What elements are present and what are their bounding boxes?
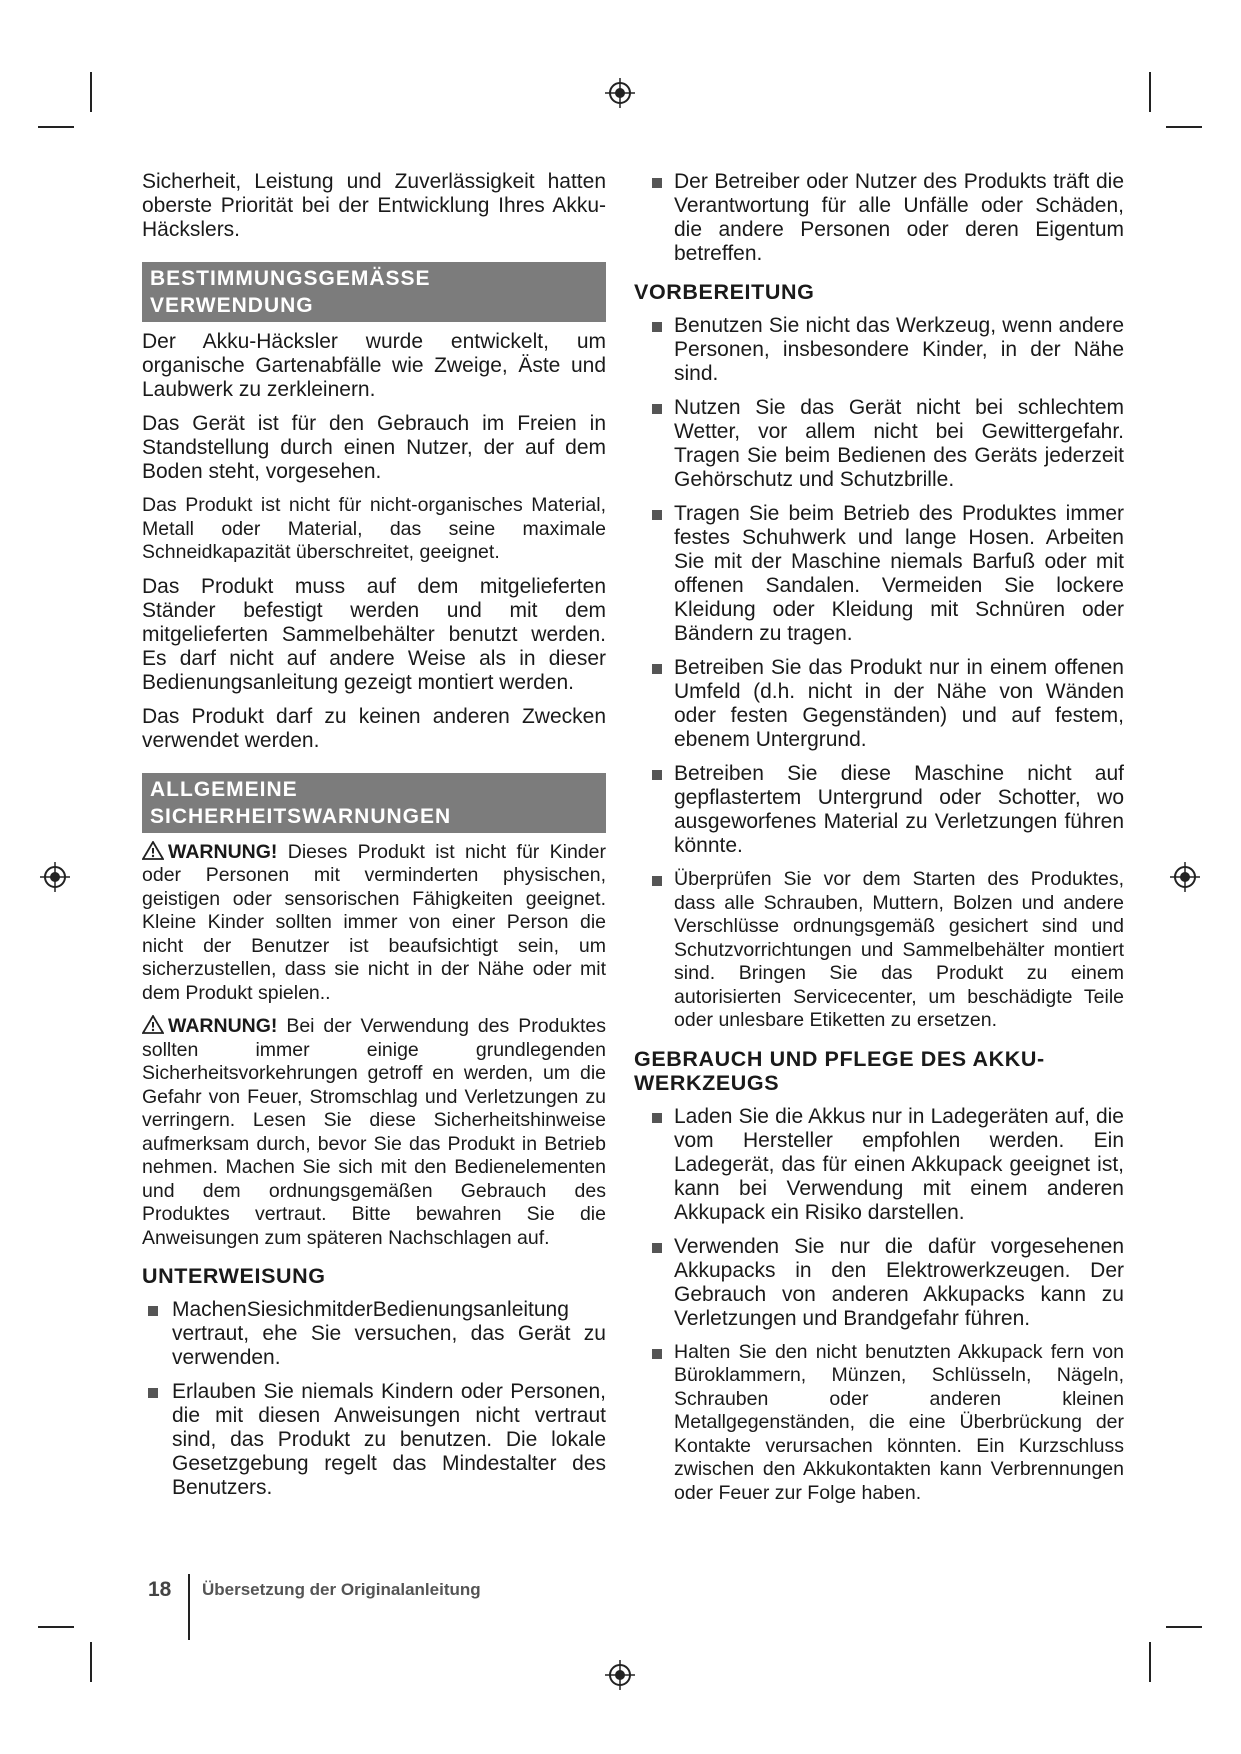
bullet-square-icon [148, 1306, 158, 1316]
crop-mark [1166, 126, 1202, 128]
footer-title: Übersetzung der Originalanleitung [202, 1580, 481, 1599]
bullet-square-icon [652, 1113, 662, 1123]
list-item: Halten Sie den nicht benutzten Akkupack fern von Büroklammern, Münzen, Schlüsseln, Nägeln, Schrauben oder anderen kleinen Metallgegenständen, die eine Überbrückung der Kontakte verursachen könnten. Ein Kurzschluss zwischen den Akkukontakten kann Verbrennungen oder Feuer zur Folge haben. [646, 1341, 1124, 1506]
warning-text: Dieses Produkt ist nicht für Kinder oder Personen mit verminderten physischen, geistigen oder sensorischen Fähigkeiten geeignet. Kleine Kinder sollten immer von einer Person die nicht der Benutzer ist beaufsichtigt sein, um sicherzustellen, dass sie nicht in der Nähe oder mit dem Produkt spielen.. [142, 840, 606, 1004]
crop-mark [1166, 1626, 1202, 1628]
warning-text: Bei der Verwendung des Produktes sollten immer einige grundlegenden Sicherheitsvorkehrungen getroff en werden, um die Gefahr von Feuer, Stromschlag und Verletzungen zu verringern. Lesen Sie diese Sicherheitshinweise aufmerksam durch, bevor Sie das Produkt in Betrieb nehmen. Machen Sie sich mit den Bedienelementen und dem ordnungsgemäßen Gebrauch des Produktes vertraut. Bitte bewahren Sie die Anweisungen zum späteren Nachschlagen auf. [142, 1015, 606, 1249]
list-item: Tragen Sie beim Betrieb des Produktes immer festes Schuhwerk und lange Hosen. Arbeiten Sie mit der Maschine niemals Barfuß oder mit offenen Sandalen. Vermeiden Sie lockere Kleidung oder Kleidung mit Schnüren oder Bändern zu tragen. [646, 502, 1124, 646]
bullet-square-icon [652, 404, 662, 414]
list-item: Betreiben Sie das Produkt nur in einem offenen Umfeld (d.h. nicht in der Nähe von Wänden oder festen Gegenständen) und auf festem, ebenem Untergrund. [646, 656, 1124, 752]
crop-mark [90, 72, 92, 112]
bullet-square-icon [652, 1349, 662, 1359]
crop-mark [38, 126, 74, 128]
list-item: Nutzen Sie das Gerät nicht bei schlechtem Wetter, vor allem nicht bei Gewittergefahr. Tragen Sie beim Bedienen des Geräts jederzeit Gehörschutz und Schutzbrille. [646, 396, 1124, 492]
subheading-vorbereitung: VORBEREITUNG [634, 280, 815, 304]
warning-paragraph [142, 1015, 606, 1250]
body-paragraph: Das Gerät ist für den Gebrauch im Freien in Standstellung durch einen Nutzer, der auf dem Boden steht, vorgesehen. [142, 412, 606, 483]
intro-paragraph: Sicherheit, Leistung und Zuverlässigkeit hatten oberste Priorität bei der Entwicklung Ihres Akku-Häckslers. [142, 170, 606, 241]
page-number: 18 [148, 1578, 172, 1601]
body-paragraph: Das Produkt ist nicht für nicht-organisches Material, Metall oder Material, das seine maximale Schneidkapazität überschreitet, geeignet. [142, 494, 606, 563]
crop-mark [90, 1642, 92, 1682]
bullet-square-icon [652, 322, 662, 332]
warning-triangle-icon [142, 841, 164, 860]
list-item: Überprüfen Sie vor dem Starten des Produktes, dass alle Schrauben, Muttern, Bolzen und andere Verschlüsse ordnungsgemäß gesichert sind und Schutzvorrichtungen und Sammelbehälter montiert sind. Bringen Sie das Produkt zu einem autorisierten Servicecenter, um beschädigte Teile oder unlesbare Etiketten zu ersetzen. [646, 868, 1124, 1033]
right-column [634, 170, 1124, 1515]
crop-mark [1149, 72, 1151, 112]
list-item: Benutzen Sie nicht das Werkzeug, wenn andere Personen, insbesondere Kinder, in der Nähe sind. [646, 314, 1124, 386]
warning-label: WARNUNG! [168, 840, 278, 863]
crop-mark [38, 1626, 74, 1628]
bullet-square-icon [652, 178, 662, 188]
subheading-gebrauch-pflege: GEBRAUCH UND PFLEGE DES AKKU-WERKZEUGS [634, 1046, 1045, 1095]
body-paragraph: Das Produkt darf zu keinen anderen Zwecken verwendet werden. [142, 704, 606, 752]
section-heading-safety-warnings: ALLGEMEINE SICHERHEITSWARNUNGEN [142, 773, 606, 833]
list-item: Laden Sie die Akkus nur in Ladegeräten auf, die vom Hersteller empfohlen werden. Ein Ladegerät, das für einen Akkupack geeignet ist, kann bei Verwendung mit einem anderen Akkupack ein Risiko darstellen. [646, 1105, 1124, 1225]
registration-mark-icon [605, 1660, 635, 1690]
crop-mark [1149, 1642, 1151, 1682]
registration-mark-icon [605, 78, 635, 108]
list-item: Verwenden Sie nur die dafür vorgesehenen Akkupacks in den Elektrowerkzeugen. Der Gebrauch von anderen Akkupacks kann zu Verletzungen und Brandgefahr führen. [646, 1235, 1124, 1331]
bullet-square-icon [652, 770, 662, 780]
registration-mark-icon [1170, 862, 1200, 892]
subheading-unterweisung: UNTERWEISUNG [142, 1264, 326, 1288]
list-item: MachenSiesichmitderBedienungsanleitung vertraut, ehe Sie versuchen, das Gerät zu verwenden. [142, 1298, 606, 1370]
body-paragraph: Das Produkt muss auf dem mitgelieferten Ständer befestigt werden und mit dem mitgelieferten Sammelbehälter benutzt werden. Es darf nicht auf andere Weise als in dieser Bedienungsanleitung gezeigt montiert werden. [142, 574, 606, 694]
list-item: Erlauben Sie niemals Kindern oder Personen, die mit diesen Anweisungen nicht vertraut sind, das Produkt zu benutzen. Die lokale Gesetzgebung regelt das Mindestalter des Benutzers. [142, 1380, 606, 1500]
left-column [142, 170, 606, 1510]
list-item: Der Betreiber oder Nutzer des Produkts träft die Verantwortung für alle Unfälle oder Schäden, die andere Personen oder deren Eigentum betreffen. [646, 170, 1124, 266]
bullet-square-icon [652, 1243, 662, 1253]
bullet-square-icon [652, 510, 662, 520]
bullet-square-icon [148, 1388, 158, 1398]
warning-label: WARNUNG! [168, 1015, 278, 1037]
list-item: Betreiben Sie diese Maschine nicht auf gepflastertem Untergrund oder Schotter, wo ausgeworfenes Material zu Verletzungen führen könnte. [646, 762, 1124, 858]
footer-divider [188, 1574, 190, 1640]
body-paragraph: Der Akku-Häcksler wurde entwickelt, um organische Gartenabfälle wie Zweige, Äste und Laubwerk zu zerkleinern. [142, 330, 606, 401]
warning-triangle-icon [142, 1015, 164, 1034]
bullet-square-icon [652, 876, 662, 886]
registration-mark-icon [40, 862, 70, 892]
bullet-square-icon [652, 664, 662, 674]
warning-paragraph [142, 841, 606, 1006]
section-heading-intended-use: BESTIMMUNGSGEMÄSSE VERWENDUNG [142, 262, 606, 322]
